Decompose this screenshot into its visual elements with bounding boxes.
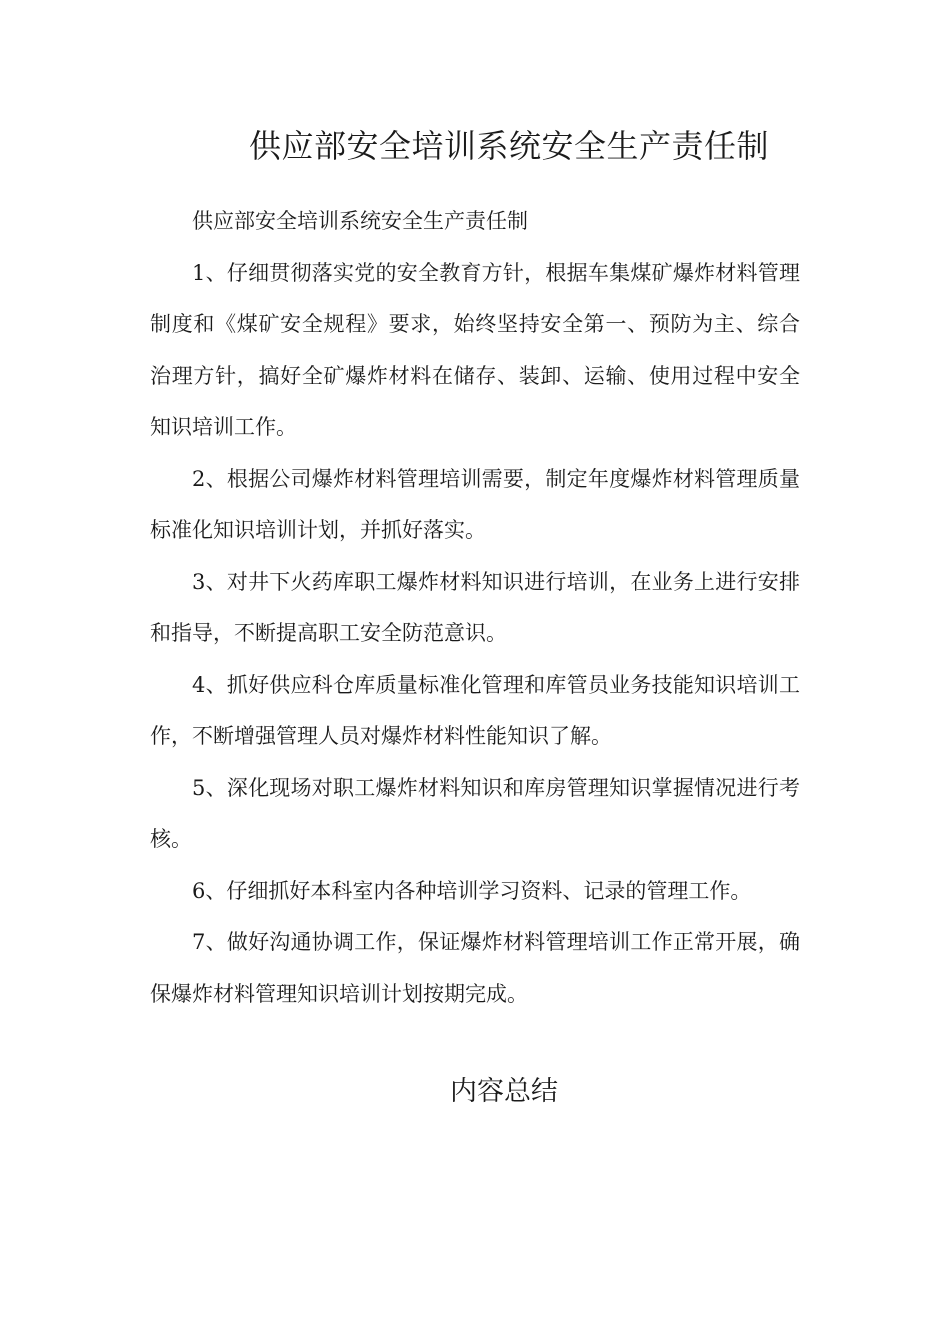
paragraph-item-7: 7、做好沟通协调工作，保证爆炸材料管理培训工作正常开展，确保爆炸材料管理知识培训计划按期完成。 xyxy=(150,930,800,1006)
summary-heading: 内容总结 xyxy=(450,1076,558,1107)
paragraph-item-3: 3、对井下火药库职工爆炸材料知识进行培训，在业务上进行安排和指导，不断提高职工安全防范意识。 xyxy=(150,569,800,645)
paragraph-item-1: 1、仔细贯彻落实党的安全教育方针，根据车集煤矿爆炸材料管理制度和《煤矿安全规程》要求，始终坚持安全第一、预防为主、综合治理方针，搞好全矿爆炸材料在储存、装卸、运输、使用过程中安全知识培训工作。 xyxy=(150,260,800,439)
paragraph-item-4: 4、抓好供应科仓库质量标准化管理和库管员业务技能知识培训工作，不断增强管理人员对爆炸材料性能知识了解。 xyxy=(150,672,800,748)
document-title: 供应部安全培训系统安全生产责任制 xyxy=(248,127,769,165)
document-body xyxy=(150,196,800,1020)
paragraph-intro: 供应部安全培训系统安全生产责任制 xyxy=(192,209,528,233)
paragraph-item-6: 6、仔细抓好本科室内各种培训学习资料、记录的管理工作。 xyxy=(192,878,752,903)
paragraph-item-2: 2、根据公司爆炸材料管理培训需要，制定年度爆炸材料管理质量标准化知识培训计划，并抓好落实。 xyxy=(150,466,800,542)
paragraph-item-5: 5、深化现场对职工爆炸材料知识和库房管理知识掌握情况进行考核。 xyxy=(150,775,800,851)
